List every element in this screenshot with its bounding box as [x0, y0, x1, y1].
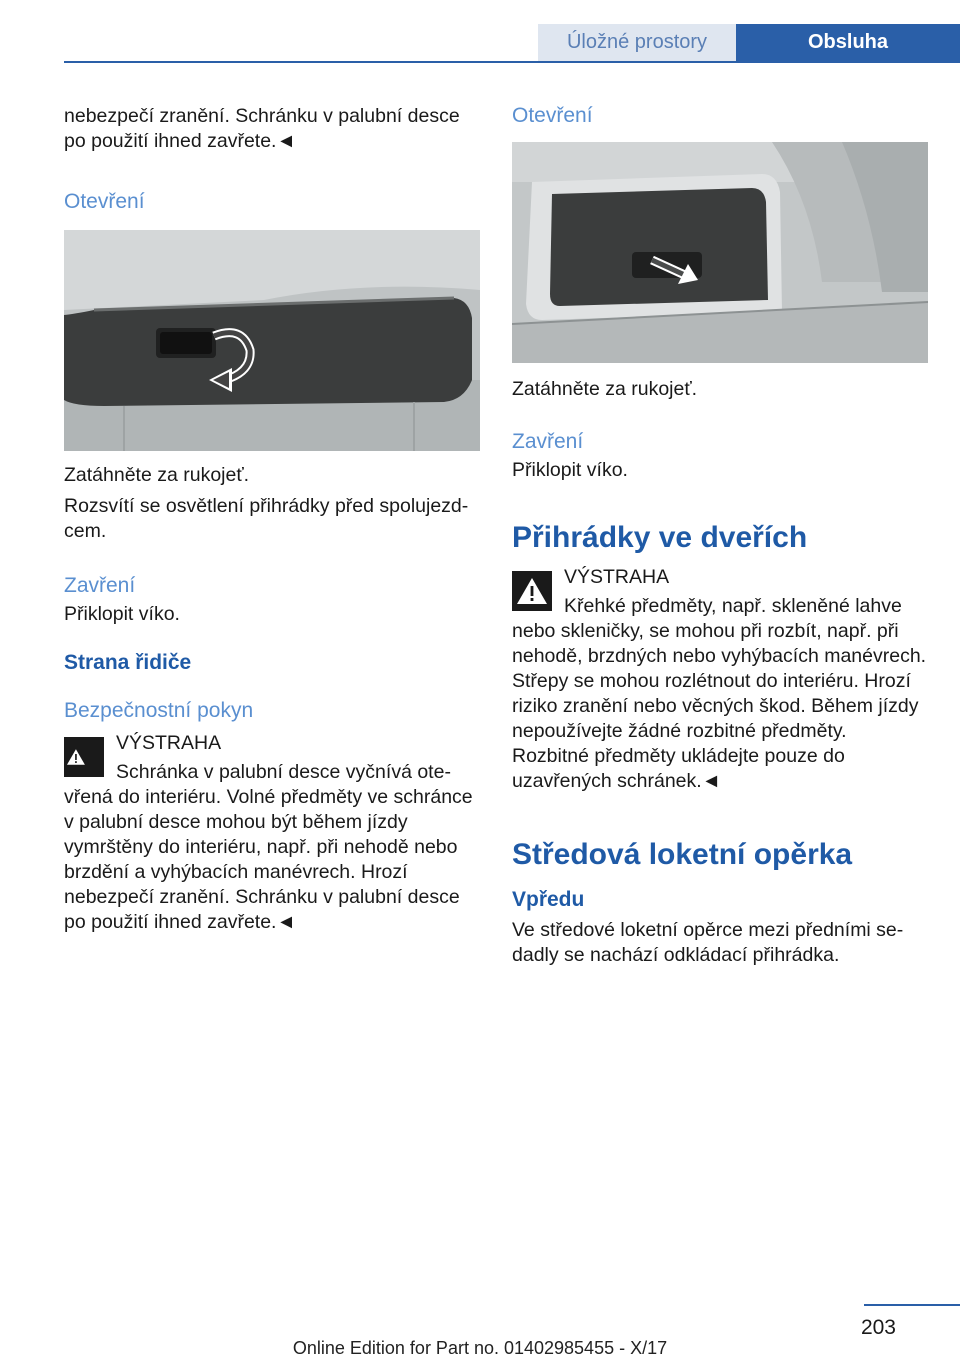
driver-side-heading: Strana řidiče — [64, 651, 192, 674]
right-column — [512, 100, 928, 968]
warning-triangle-icon — [64, 737, 104, 777]
close-text-right: Přiklopit víko. — [512, 459, 628, 481]
warning-label-right: VÝSTRAHA — [564, 566, 670, 588]
open-heading-left: Otevření — [64, 190, 145, 213]
left-column — [64, 100, 480, 935]
warning-label-left: VÝSTRAHA — [116, 732, 222, 754]
door-compartments-heading: Přihrádky ve dveřích — [512, 521, 808, 554]
continued-text: nebezpečí zranění. Schránku v palubní desce po použití ihned zavřete.◄ — [64, 105, 460, 152]
page-number: 203 — [860, 1316, 896, 1339]
close-heading-left: Zavření — [64, 574, 136, 597]
close-text-left: Přiklopit víko. — [64, 603, 180, 625]
glovebox-illustration-right — [512, 142, 928, 363]
glovebox-illustration-left — [64, 230, 480, 451]
header-rule — [64, 61, 960, 63]
warning-block-left — [64, 731, 480, 935]
open-caption-right: Zatáhněte za rukojeť. — [512, 378, 698, 400]
header-chapter-tab: Obsluha — [736, 24, 960, 61]
front-heading: Vpředu — [512, 888, 585, 911]
footer-rule — [864, 1304, 960, 1306]
armrest-heading: Středová loketní opěrka — [512, 838, 853, 871]
open-caption-left: Zatáhněte za rukojeť. — [64, 464, 250, 486]
warning-triangle-icon — [512, 571, 552, 611]
warning-text-right: Křehké předměty, např. skleněné lahve nebo skleničky, se mohou při rozbít, např. při nehodě, brzdných nebo vyhýbacích manévrech. Střepy se mohou rozlétnout do interiéru. Hrozí riziko zranění nebo věcných škod. Během jízdy nepoužívejte žádné rozbitné předměty. Rozbitné předměty ukládejte pouze do uzavřených schránek.◄ — [512, 595, 927, 792]
warning-text-left: Schránka v palubní desce vyčnívá otevřená do interiéru. Volné předměty ve schránce v palubní desce mohou být během jízdy vymrštěny do interiéru, např. při nehodě nebo brzdění a vyhýbacích manévrech. Hrozí nebezpečí zranění. Schránku v palubní desce po použití ihned zavřete.◄ — [64, 761, 473, 933]
warning-block-right — [512, 565, 928, 794]
close-heading-right: Zavření — [512, 430, 584, 453]
safety-heading: Bezpečnostní pokyn — [64, 699, 254, 722]
header-section-tab: Úložné prostory — [538, 24, 736, 61]
edition-footer: Online Edition for Part no. 01402985455 - X/17 — [292, 1338, 668, 1358]
open-note-left: Rozsvítí se osvětlení přihrádky před spolujezdcem. — [64, 495, 469, 542]
front-text: Ve středové loketní opěrce mezi předními sedadly se nachází odkládací přihrádka. — [512, 919, 904, 966]
open-heading-right: Otevření — [512, 104, 593, 127]
